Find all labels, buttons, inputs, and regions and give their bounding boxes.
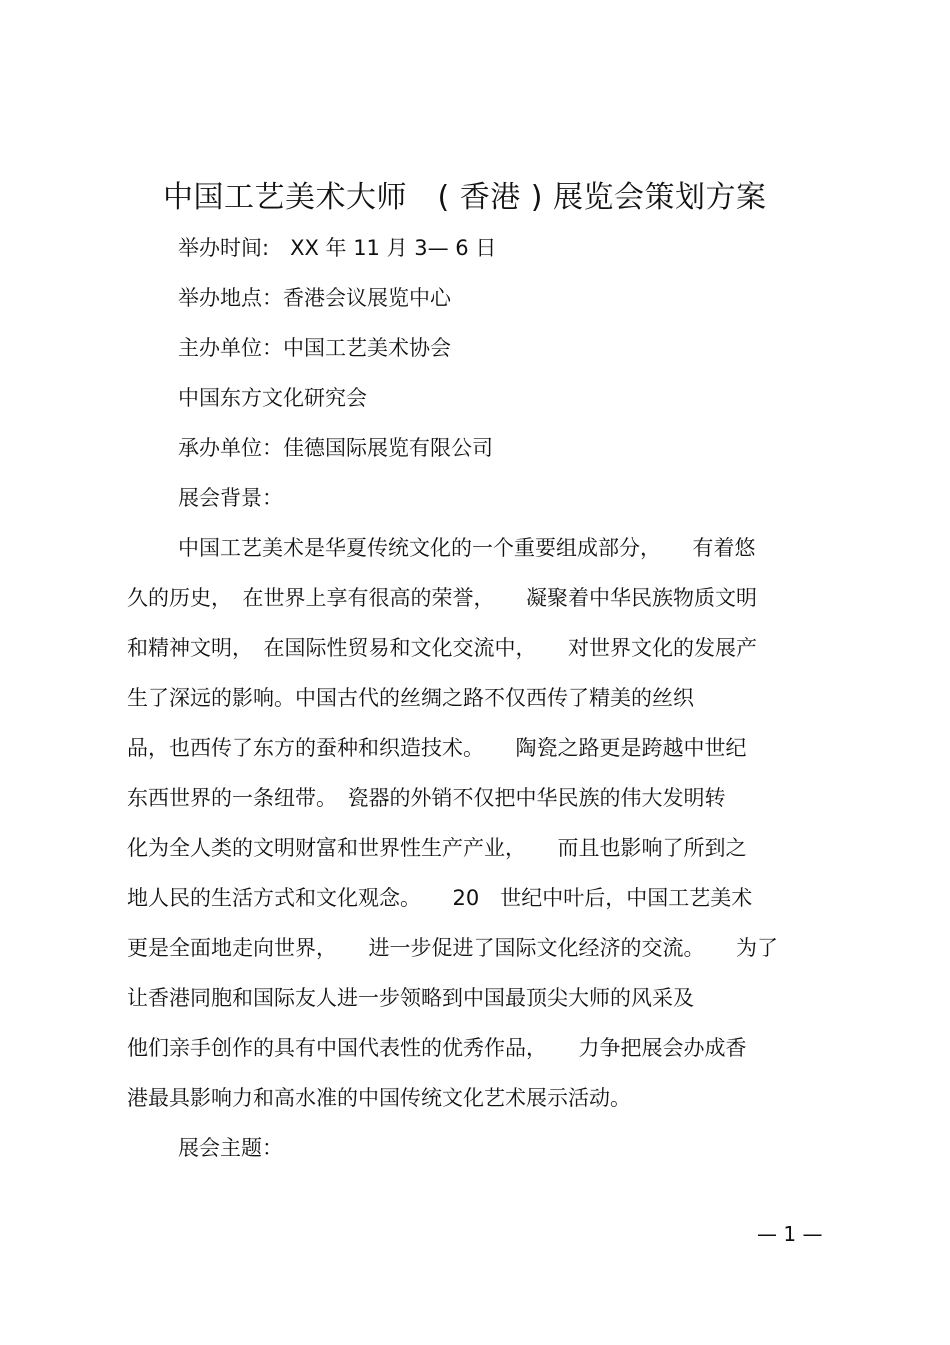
theme-heading: 展会主题：	[178, 1136, 283, 1160]
background-line: 生了深远的影响。中国古代的丝绸之路不仅西传了精美的丝织	[127, 686, 694, 710]
background-line: 地人民的生活方式和文化观念。 20 世纪中叶后，中国工艺美术	[127, 886, 753, 910]
event-location: 举办地点：香港会议展览中心	[178, 286, 451, 310]
background-line: 化为全人类的文明财富和世界性生产产业， 而且也影响了所到之	[127, 836, 747, 860]
page-number: — 1 —	[757, 1222, 823, 1246]
co-organizer: 中国东方文化研究会	[178, 386, 367, 410]
event-time: 举办时间: XX 年 11 月 3— 6 日	[178, 236, 497, 260]
background-line: 他们亲手创作的具有中国代表性的优秀作品， 力争把展会办成香	[127, 1036, 747, 1060]
background-line: 让香港同胞和国际友人进一步领略到中国最顶尖大师的风采及	[127, 986, 694, 1010]
contractor: 承办单位：佳德国际展览有限公司	[178, 436, 493, 460]
background-line: 港最具影响力和高水准的中国传统文化艺术展示活动。	[127, 1086, 631, 1110]
background-heading: 展会背景：	[178, 486, 283, 510]
background-line: 中国工艺美术是华夏传统文化的一个重要组成部分， 有着悠	[178, 536, 756, 560]
document-title: 中国工艺美术大师 ( 香港 ) 展览会策划方案	[163, 180, 767, 215]
background-line: 品，也西传了东方的蚕种和织造技术。 陶瓷之路更是跨越中世纪	[127, 736, 747, 760]
background-line: 和精神文明， 在国际性贸易和文化交流中， 对世界文化的发展产	[127, 636, 757, 660]
background-line: 久的历史， 在世界上享有很高的荣誉， 凝聚着中华民族物质文明	[127, 586, 757, 610]
organizer: 主办单位：中国工艺美术协会	[178, 336, 451, 360]
background-line: 东西世界的一条纽带。 瓷器的外销不仅把中华民族的伟大发明转	[127, 786, 726, 810]
background-line: 更是全面地走向世界， 进一步促进了国际文化经济的交流。 为了	[127, 936, 778, 960]
